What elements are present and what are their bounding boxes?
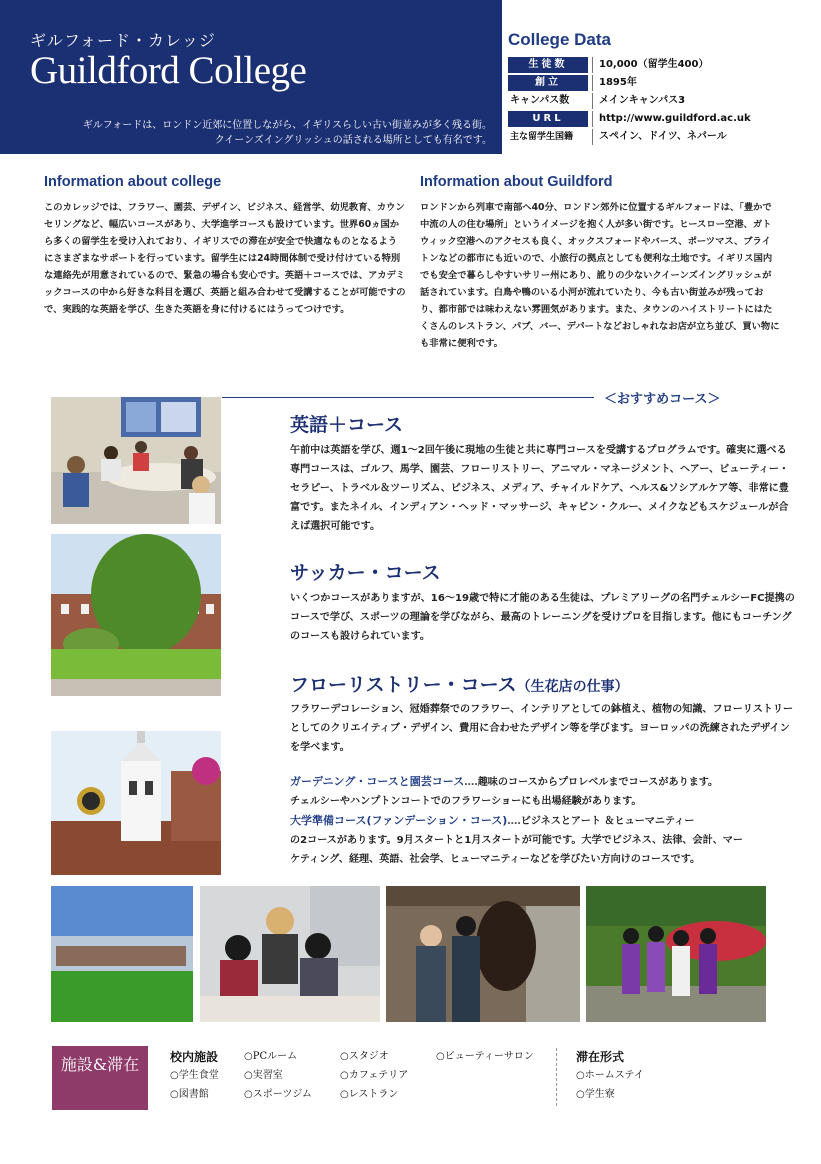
header-banner (0, 0, 502, 154)
divider (222, 397, 594, 398)
data-row (508, 110, 808, 128)
campus-building-photo (51, 886, 193, 1022)
course-body: いくつかコースがありますが、16～19歳で特に才能のある生徒は、プレミアリーグの名門チェルシーFC提携のコースで学び、スポーツの理論を学びながら、最高のトレーニングを受けプロを目指します。他にもコーチングのコースも設けられています。 (290, 593, 795, 642)
college-title: Guildford College (30, 49, 307, 92)
other-courses (290, 772, 790, 869)
facility-column-3 (340, 1047, 408, 1104)
prep-course-body-2: の2コースがあります。9月スタートと1月スタートが可能です。大学でビジネス、法律、会計、マー (290, 835, 743, 846)
data-value: スペイン、ドイツ、ネパール (592, 129, 727, 145)
prep-course-dots: ‥‥ (507, 816, 521, 827)
info-college-section (44, 174, 406, 318)
prep-course-body-3: ケティング、経理、英語、社会学、ヒューマニティーなどを学びたい方向けのコースです。 (290, 854, 701, 865)
facility-column-4 (436, 1047, 534, 1066)
facility-item: ○PCルーム (244, 1051, 298, 1062)
college-data-title: College Data (508, 30, 611, 49)
clock-tower-photo (51, 731, 221, 875)
divider (556, 1048, 557, 1106)
data-key: 創立 (508, 75, 588, 91)
header-desc-line-1: ギルフォードは、ロンドン近郊に位置しながら、イギリスらしい古い街並みが多く残る街。 (82, 120, 492, 131)
facility-item: ○レストラン (340, 1089, 399, 1100)
prep-course-body-1: ビジネスとアート ＆ヒューマニティー (520, 816, 695, 827)
header-description (40, 118, 492, 148)
garden-course-dots: ‥‥ (464, 777, 478, 788)
info-college-title: Information about college (44, 174, 222, 190)
prep-course-title: 大学準備コース(ファンデーション・コース) (290, 814, 508, 827)
data-key: 生徒数 (508, 57, 588, 73)
students-desk-photo (200, 886, 380, 1022)
facility-item: ○実習室 (244, 1070, 283, 1081)
data-row (508, 128, 808, 146)
garden-course-body-1: 趣味のコースからプロレベルまでコースがあります。 (477, 777, 719, 788)
stay-item: ○ホームステイ (576, 1070, 644, 1081)
header-desc-line-2: クイーンズイングリッシュの話される場所としても有名です。 (214, 135, 492, 146)
info-college-body: このカレッジでは、フラワー、園芸、デザイン、ビジネス、経営学、幼児教育、カウンセリングなど、幅広いコースがあり、大学進学コースも設けています。世界60ヵ国から多くの留学生を受け入れており、イギリスでの滞在が安全で快適なものとなるようにさまざまなサポートを行っています。留学生には24時間体制で受け付けている特別な連絡先が用意されているので、緊急の場合も安心です。英語＋コースでは、アカデミックコースの中から好きな科目を選び、英語と組み合わせて受講することが可能ですので、実践的な英語を学び、生きた英語を身に付けるにはうってつけです。 (44, 202, 406, 315)
stay-item: ○学生寮 (576, 1089, 615, 1100)
data-value: 10,000（留学生400） (592, 57, 708, 73)
facility-item: ○カフェテリア (340, 1070, 409, 1081)
recommended-label: ＜おすすめコース＞ (604, 392, 721, 407)
campus-lawn-photo (51, 534, 221, 696)
college-name-kana: ギルフォード・カレッジ (30, 31, 216, 50)
course-body: 午前中は英語を学び、週1～2回午後に現地の生徒と共に専門コースを受講するプログラムです。確実に選べる専門コースは、ゴルフ、馬学、園芸、フローリストリー、アニマル・マネージメント、ヘアー、ビューティー・セラピー、トラベル＆ツーリズム、ビジネス、メディア、チャイルドケア、ヘルス&ソシアルケア等、非常に豊富です。またネイル、インディアン・ヘッド・マッサージ、キャビン・クルー、メイクなどもスケジュールが合えば選択可能です。 (290, 445, 790, 532)
data-key: キャンパス数 (508, 93, 588, 109)
facility-item: ○学生食堂 (170, 1070, 219, 1081)
prep-course-line (290, 811, 790, 831)
garden-students-photo (586, 886, 766, 1022)
course-body: フラワーデコレーション、冠婚葬祭でのフラワー、インテリアとしての鉢植え、植物の知識、フローリストリーとしてのクリエイティブ・デザイン、費用に合わせたデザイン等を学びます。ヨーロッパの洗練されたデザインを学べます。 (290, 704, 794, 753)
stay-type-title: 滞在形式 (576, 1050, 625, 1064)
garden-course-title: ガーデニング・コースと園芸コース (290, 775, 465, 788)
data-row (508, 56, 808, 74)
facility-item: ○スポーツジム (244, 1089, 312, 1100)
data-row (508, 92, 808, 110)
college-data-panel (508, 30, 808, 146)
info-guildford-section (420, 174, 780, 352)
course-title: サッカー・コース (290, 562, 441, 584)
data-value: メインキャンパス3 (592, 93, 685, 109)
facility-item: ○ビューティーサロン (436, 1051, 534, 1062)
course-title-sub: （生花店の仕事） (516, 679, 629, 695)
course-title (290, 670, 629, 697)
course-title: 英語＋コース (290, 414, 404, 436)
facility-item (170, 1047, 219, 1066)
facility-column-1 (170, 1047, 219, 1104)
course-title-main: フローリストリー・コース (290, 674, 517, 696)
facility-item: ○図書館 (170, 1089, 209, 1100)
facilities-label-box: 施設&滞在 (52, 1046, 148, 1110)
data-key: URL (508, 111, 588, 127)
facility-item: ○スタジオ (340, 1051, 389, 1062)
campus-facilities-title: 校内施設 (170, 1050, 219, 1064)
info-guildford-title: Information about Guildford (420, 174, 613, 190)
data-row (508, 74, 808, 92)
garden-course-line (290, 772, 790, 792)
stay-type-list (576, 1066, 644, 1104)
facility-column-2 (244, 1047, 312, 1104)
data-key: 主な留学生国籍 (508, 129, 588, 145)
horse-stable-photo (386, 886, 580, 1022)
info-guildford-body: ロンドンから列車で南部へ40分、ロンドン郊外に位置するギルフォードは、「豊かで中流の人の住む場所」というイメージを抱く人が多い街です。ヒースロー空港、ガトウィック空港へのアクセスも良く、オックスフォードやバース、ポーツマス、ブライトンなどの都市にも近いので、小旅行の拠点としても便利な土地です。イギリス国内でも安全で暮らしやすいサリー州にあり、訛りの少ないクイーンズイングリッシュが話されています。白鳥や鴨のいる小河が流れていたり、今も古い街並みが残っており、都市部では味わえない雰囲気があります。また、タウンのハイストリートにはたくさんのレストラン、パブ、バー、デパートなどおしゃれなお店が立ち並び、買い物にも非常に便利です。 (420, 202, 780, 349)
classroom-photo (51, 397, 221, 524)
url-link[interactable]: http://www.guildford.ac.uk (592, 111, 751, 127)
garden-course-body-2: チェルシーやハンプトンコートでのフラワーショーにも出場経験があります。 (290, 796, 642, 807)
data-value: 1895年 (592, 75, 637, 91)
